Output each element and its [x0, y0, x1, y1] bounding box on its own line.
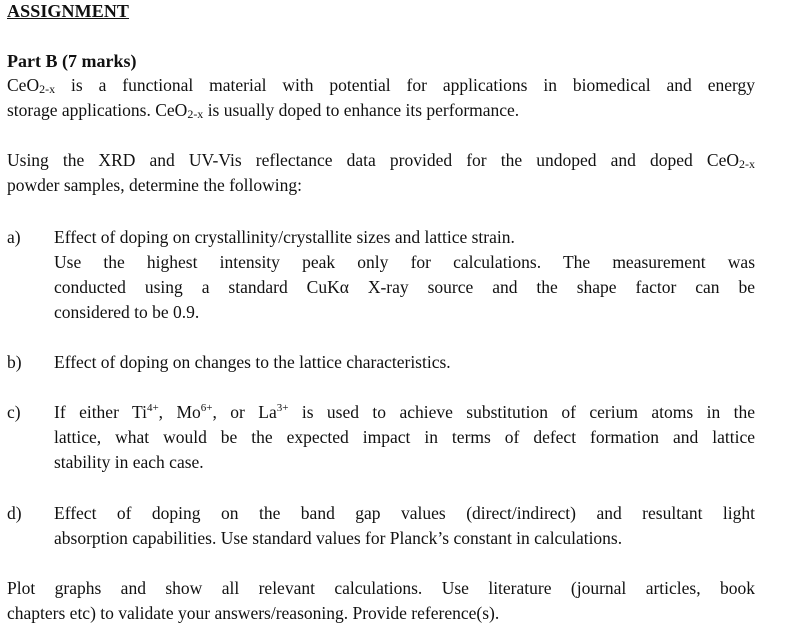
item-c-line-3: stability in each case. [54, 452, 204, 472]
item-label: d) [7, 503, 22, 523]
item-a-line-4: considered to be 0.9. [54, 302, 200, 322]
item-label: a) [7, 227, 21, 247]
intro-line-1: CeO2-x is a functional material with potential for applications in biomedical and energy [7, 75, 755, 96]
item-a-line-2: Use the highest intensity peak only for calculations. The measurement was [54, 252, 755, 272]
task-line-1: Using the XRD and UV-Vis reflectance data provided for the undoped and doped CeO2-x [7, 150, 755, 171]
list-item-b [7, 350, 755, 375]
item-a-line-1: Effect of doping on crystallinity/crystallite sizes and lattice strain. [54, 227, 515, 247]
task-line-2: powder samples, determine the following: [7, 175, 302, 195]
item-d-line-1: Effect of doping on the band gap values (direct/indirect) and resultant light [54, 503, 755, 523]
intro-paragraph [7, 73, 755, 123]
item-c-line-1: If either $Ti^{4+}$, $Mo^{6+}$, or $La^{3+}$ is used to achieve substitution of cerium atoms in the [54, 402, 755, 422]
closing-line-2: chapters etc) to validate your answers/reasoning. Provide reference(s). [7, 603, 500, 623]
item-d-line-2: absorption capabilities. Use standard values for Planck’s constant in calculations. [54, 528, 623, 548]
item-label: b) [7, 352, 22, 372]
task-paragraph [7, 148, 755, 198]
intro-line-2: storage applications. CeO2-x is usually doped to enhance its performance. [7, 100, 520, 121]
closing-paragraph [7, 576, 755, 626]
part-heading: Part B (7 marks) [7, 51, 137, 71]
item-c-line-2: lattice, what would be the expected impact in terms of defect formation and lattice [54, 427, 755, 447]
closing-line-1: Plot graphs and show all relevant calculations. Use literature (journal articles, book [7, 578, 755, 598]
item-label: c) [7, 402, 21, 422]
item-b-line-1: Effect of doping on changes to the lattice characteristics. [54, 352, 451, 372]
page-title: ASSIGNMENT [7, 1, 130, 21]
list-item-a [7, 225, 755, 325]
list-item-c [7, 400, 755, 475]
item-a-line-3: conducted using a standard CuKα X-ray source and the shape factor can be [54, 277, 755, 297]
list-item-d [7, 501, 755, 551]
